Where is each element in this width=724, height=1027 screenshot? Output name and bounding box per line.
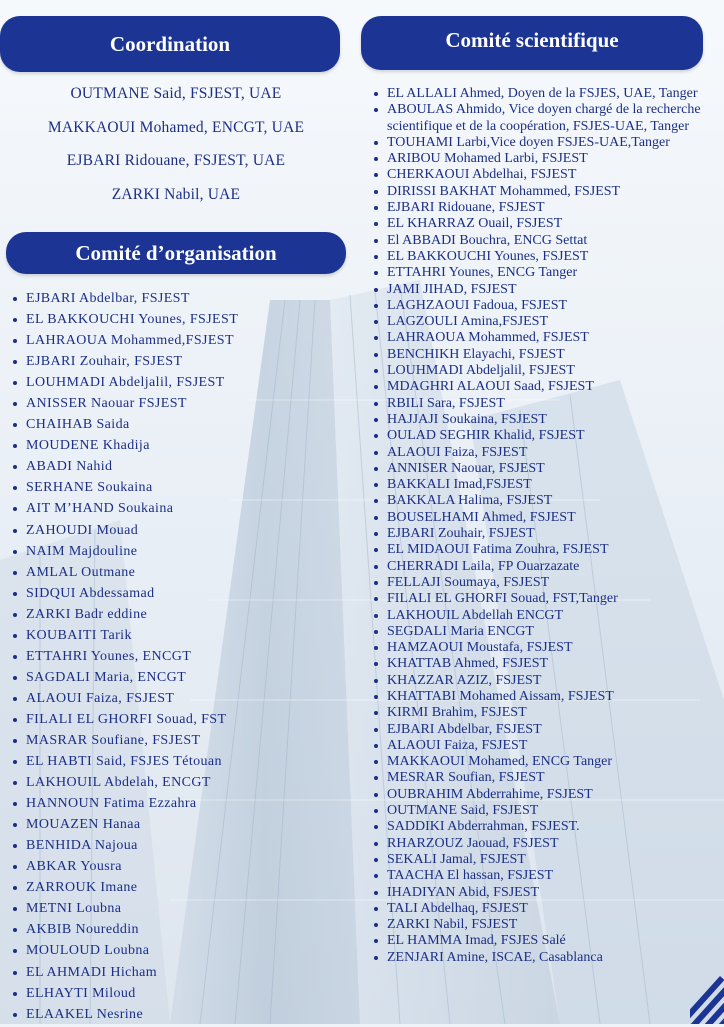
committee-member-item: HAJJAJI Soukaina, FSJEST (371, 412, 716, 428)
coordination-member: EJBARI Ridouane, FSJEST, UAE (66, 152, 286, 169)
committee-member-item: EL ALLALI Ahmed, Doyen de la FSJES, UAE, Tanger (371, 86, 716, 102)
committee-member-item: JAMI JIHAD, FSJEST (371, 282, 716, 298)
committee-member-item: METNI Loubna (10, 900, 340, 921)
coordination-heading: Coordination (0, 16, 340, 72)
committee-member-item: AIT M’HAND Soukaina (10, 500, 340, 521)
committee-member-item: ZARKI Badr eddine (10, 606, 340, 627)
committee-member-item: RBILI Sara, FSJEST (371, 396, 716, 412)
committee-member-item: AKBIB Noureddin (10, 921, 340, 942)
committee-member-item: BAKKALA Halima, FSJEST (371, 493, 716, 509)
committee-member-item: ZARKI Nabil, FSJEST (371, 917, 716, 933)
committee-member-item: MOUAZEN Hanaa (10, 816, 340, 837)
committee-member-item: BENHIDA Najoua (10, 837, 340, 858)
coordination-member: MAKKAOUI Mohamed, ENCGT, UAE (47, 118, 305, 136)
committee-member-item: LAHRAOUA Mohammed,FSJEST (10, 332, 340, 353)
committee-member-item: EL HAMMA Imad, FSJES Salé (371, 933, 716, 949)
committee-member-item: EJBARI Zouhair, FSJEST (10, 353, 340, 374)
coordination-list (0, 83, 352, 217)
organisation-committee-list (10, 290, 340, 1027)
committee-member-item: EL HABTI Said, FSJES Tétouan (10, 753, 340, 774)
committee-member-item: KIRMI Brahim, FSJEST (371, 705, 716, 721)
committee-member-item: MDAGHRI ALAOUI Saad, FSJEST (371, 379, 716, 395)
committee-member-item: KOUBAITI Tarik (10, 627, 340, 648)
committee-member-item: OULAD SEGHIR Khalid, FSJEST (371, 428, 716, 444)
committee-member-item: LAKHOUIL Abdellah ENCGT (371, 608, 716, 624)
committee-member-item: SADDIKI Abderrahman, FSJEST. (371, 819, 716, 835)
committee-member-item: FILALI EL GHORFI Souad, FST,Tanger (371, 591, 716, 607)
committee-member-item: CHERRADI Laila, FP Ouarzazate (371, 559, 716, 575)
committee-member-item: ALAOUI Faiza, FSJEST (10, 690, 340, 711)
coordination-member: OUTMANE Said, FSJEST, UAE (70, 85, 282, 102)
committee-member-item: EL KHARRAZ Ouail, FSJEST (371, 216, 716, 232)
committee-member-item: IHADIYAN Abid, FSJEST (371, 885, 716, 901)
committee-member-item: ALAOUI Faiza, FSJEST (371, 738, 716, 754)
committee-member-item: LAKHOUIL Abdelah, ENCGT (10, 774, 340, 795)
committee-member-item: EL MIDAOUI Fatima Zouhra, FSJEST (371, 542, 716, 558)
committee-member-item: HAMZAOUI Moustafa, FSJEST (371, 640, 716, 656)
committee-member-item: RHARZOUZ Jaouad, FSJEST (371, 836, 716, 852)
committee-member-item: ABKAR Yousra (10, 858, 340, 879)
committee-member-item: AMLAL Outmane (10, 564, 340, 585)
committee-member-item: LAGZOULI Amina,FSJEST (371, 314, 716, 330)
committee-member-item: LOUHMADI Abdeljalil, FSJEST (10, 374, 340, 395)
committee-member-item: KHATTAB Ahmed, FSJEST (371, 656, 716, 672)
committee-member-item: MOUDENE Khadija (10, 437, 340, 458)
committee-member-item: LOUHMADI Abdeljalil, FSJEST (371, 363, 716, 379)
committee-member-item: EJBARI Abdelbar, FSJEST (371, 722, 716, 738)
scientific-committee-list (371, 86, 716, 966)
committee-member-item: CHERKAOUI Abdelhai, FSJEST (371, 167, 716, 183)
corner-stripes-decoration (690, 966, 724, 1024)
committee-member-item: FELLAJI Soumaya, FSJEST (371, 575, 716, 591)
committee-member-item: MESRAR Soufian, FSJEST (371, 770, 716, 786)
committee-member-item: SERHANE Soukaina (10, 479, 340, 500)
committee-member-item: ARIBOU Mohamed Larbi, FSJEST (371, 151, 716, 167)
committee-member-item: EJBARI Ridouane, FSJEST (371, 200, 716, 216)
committee-member-item: LAHRAOUA Mohammed, FSJEST (371, 330, 716, 346)
committee-member-item: ELHAYTI Miloud (10, 985, 340, 1006)
committee-member-item: EJBARI Zouhair, FSJEST (371, 526, 716, 542)
committee-member-item: TAACHA El hassan, FSJEST (371, 868, 716, 884)
committee-member-item: ABADI Nahid (10, 458, 340, 479)
committee-member-item: SIDQUI Abdessamad (10, 585, 340, 606)
committee-member-item: ZENJARI Amine, ISCAE, Casablanca (371, 950, 716, 966)
committee-member-item: BAKKALI Imad,FSJEST (371, 477, 716, 493)
committee-member-item: ANISSER Naouar FSJEST (10, 395, 340, 416)
committee-member-item: DIRISSI BAKHAT Mohammed, FSJEST (371, 184, 716, 200)
committee-member-item: ANNISER Naouar, FSJEST (371, 461, 716, 477)
committee-member-item: FILALI EL GHORFI Souad, FST (10, 711, 340, 732)
committee-member-item: EL BAKKOUCHI Younes, FSJEST (371, 249, 716, 265)
committee-member-item: MASRAR Soufiane, FSJEST (10, 732, 340, 753)
committee-member-item: MOULOUD Loubna (10, 942, 340, 963)
committee-member-item: EL BAKKOUCHI Younes, FSJEST (10, 311, 340, 332)
committee-member-item: NAIM Majdouline (10, 543, 340, 564)
committee-member-item: TALI Abdelhaq, FSJEST (371, 901, 716, 917)
committee-member-item: EJBARI Abdelbar, FSJEST (10, 290, 340, 311)
committee-member-item: ZARROUK Imane (10, 879, 340, 900)
committee-member-item: ETTAHRI Younes, ENCG Tanger (371, 265, 716, 281)
committee-member-item: CHAIHAB Saida (10, 416, 340, 437)
committee-member-item: EL AHMADI Hicham (10, 964, 340, 985)
committee-member-item: OUBRAHIM Abderrahime, FSJEST (371, 787, 716, 803)
committee-member-item: OUTMANE Said, FSJEST (371, 803, 716, 819)
committee-member-item: KHATTABI Mohamed Aissam, FSJEST (371, 689, 716, 705)
committee-member-item: LAGHZAOUI Fadoua, FSJEST (371, 298, 716, 314)
committee-member-item: ELAAKEL Nesrine (10, 1006, 340, 1027)
committee-member-item: KHAZZAR AZIZ, FSJEST (371, 673, 716, 689)
committee-member-item: BOUSELHAMI Ahmed, FSJEST (371, 510, 716, 526)
committee-member-item: BENCHIKH Elayachi, FSJEST (371, 347, 716, 363)
committee-member-item: TOUHAMI Larbi,Vice doyen FSJES-UAE,Tanger (371, 135, 716, 151)
committee-member-item: ETTAHRI Younes, ENCGT (10, 648, 340, 669)
committee-member-item: El ABBADI Bouchra, ENCG Settat (371, 233, 716, 249)
committee-member-item: SEKALI Jamal, FSJEST (371, 852, 716, 868)
committee-member-item: ZAHOUDI Mouad (10, 522, 340, 543)
scientific-committee-heading: Comité scientifique (361, 16, 703, 70)
committee-member-item: ABOULAS Ahmido, Vice doyen chargé de la recherche scientifique et de la coopération, FSJES-UAE, Tanger (371, 102, 716, 135)
coordination-member: ZARKI Nabil, UAE (111, 185, 241, 203)
committee-member-item: MAKKAOUI Mohamed, ENCG Tanger (371, 754, 716, 770)
committee-member-item: SEGDALI Maria ENCGT (371, 624, 716, 640)
committee-member-item: SAGDALI Maria, ENCGT (10, 669, 340, 690)
organisation-committee-heading: Comité d’organisation (6, 232, 346, 274)
committee-member-item: ALAOUI Faiza, FSJEST (371, 445, 716, 461)
committee-member-item: HANNOUN Fatima Ezzahra (10, 795, 340, 816)
